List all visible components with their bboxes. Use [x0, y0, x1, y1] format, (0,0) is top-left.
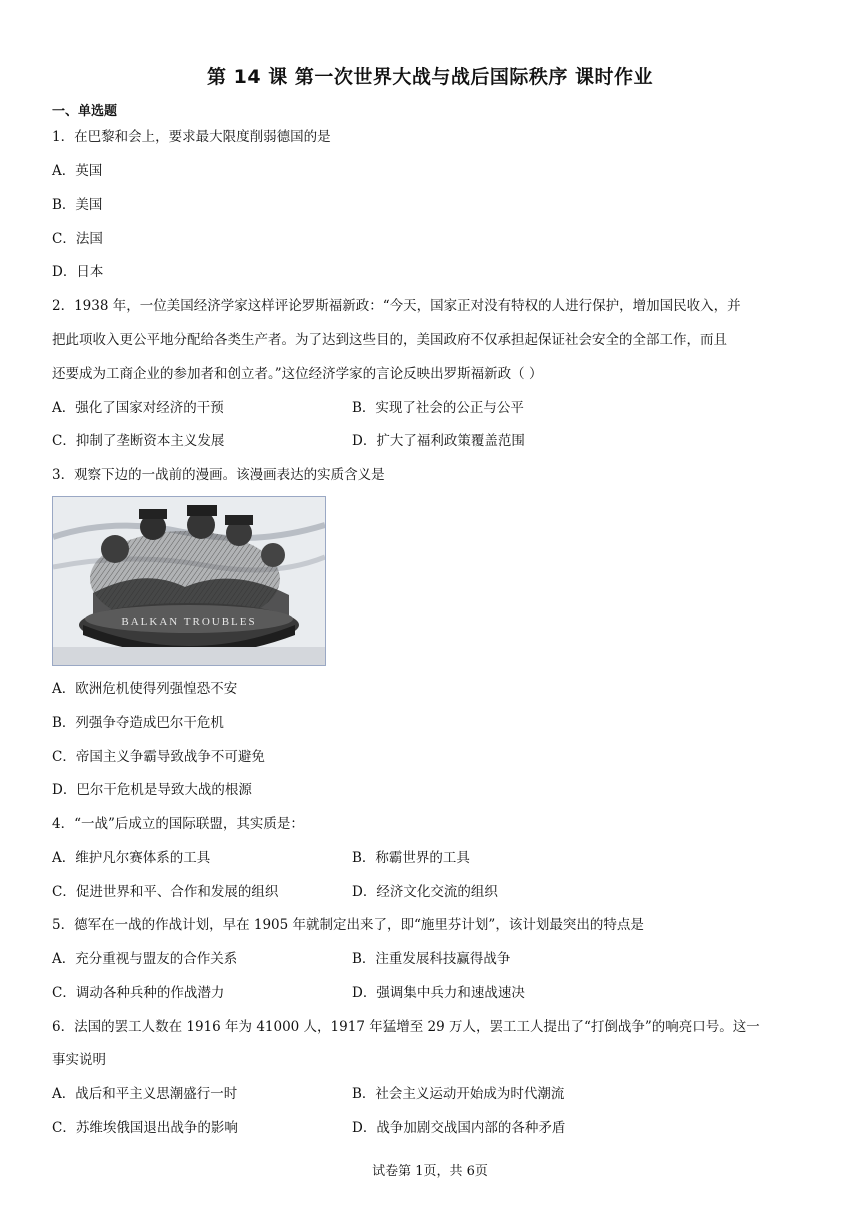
cartoon-drawing [53, 497, 325, 665]
question-3-option-b[interactable]: B．列强争夺造成巴尔干危机 [52, 715, 224, 731]
question-6-option-d[interactable]: D．战争加剧交战国内部的各种矛盾 [352, 1120, 566, 1136]
question-2-option-d[interactable]: D．扩大了福利政策覆盖范围 [352, 433, 525, 449]
question-1-option-a[interactable]: A．英国 [52, 163, 103, 179]
question-5-option-c[interactable]: C．调动各种兵种的作战潜力 [52, 985, 225, 1001]
question-2-option-b[interactable]: B．实现了社会的公正与公平 [352, 400, 524, 416]
question-1-option-d[interactable]: D．日本 [52, 264, 104, 280]
balkan-cartoon-image [52, 496, 326, 666]
question-4-stem: 4．“一战”后成立的国际联盟，其实质是： [52, 816, 304, 832]
question-6-option-c[interactable]: C．苏维埃俄国退出战争的影响 [52, 1120, 238, 1136]
question-6-option-b[interactable]: B．社会主义运动开始成为时代潮流 [352, 1086, 565, 1102]
question-4-option-c[interactable]: C．促进世界和平、合作和发展的组织 [52, 884, 279, 900]
question-3-option-c[interactable]: C．帝国主义争霸导致战争不可避免 [52, 749, 265, 765]
question-5-option-d[interactable]: D．强调集中兵力和速战速决 [352, 985, 525, 1001]
question-3-stem: 3．观察下边的一战前的漫画。该漫画表达的实质含义是 [52, 467, 385, 483]
question-6-stem-line-2: 事实说明 [52, 1052, 106, 1068]
question-2-option-a[interactable]: A．强化了国家对经济的干预 [52, 400, 224, 416]
question-1-option-b[interactable]: B．美国 [52, 197, 103, 213]
section-heading: 一、单选题 [52, 104, 118, 119]
question-2-option-c[interactable]: C．抑制了垄断资本主义发展 [52, 433, 225, 449]
question-6-stem-line-1: 6．法国的罢工人数在 1916 年为 41000 人，1917 年猛增至 29 万人，罢工工人提出了“打倒战争”的响亮口号。这一 [52, 1019, 760, 1035]
page-footer: 试卷第 1页，共 6页 [372, 1164, 488, 1179]
question-1-stem: 1．在巴黎和会上，要求最大限度削弱德国的是 [52, 129, 331, 145]
question-3-option-d[interactable]: D．巴尔干危机是导致大战的根源 [52, 782, 252, 798]
question-2-stem-line-3: 还要成为工商企业的参加者和创立者。”这位经济学家的言论反映出罗斯福新政（ ） [52, 366, 543, 382]
question-4-option-a[interactable]: A．维护凡尔赛体系的工具 [52, 850, 211, 866]
page-title: 第 14 课 第一次世界大战与战后国际秩序 课时作业 [207, 66, 653, 88]
question-2-stem-line-1: 2．1938 年，一位美国经济学家这样评论罗斯福新政：“今天，国家正对没有特权的人进行保护，增加国民收入，并 [52, 298, 741, 314]
cartoon-caption: BALKAN TROUBLES [121, 616, 257, 628]
question-3-option-a[interactable]: A．欧洲危机使得列强惶恐不安 [52, 681, 238, 697]
question-5-option-b[interactable]: B．注重发展科技赢得战争 [352, 951, 511, 967]
question-5-option-a[interactable]: A．充分重视与盟友的合作关系 [52, 951, 238, 967]
question-1-option-c[interactable]: C．法国 [52, 231, 103, 247]
question-6-option-a[interactable]: A．战后和平主义思潮盛行一时 [52, 1086, 238, 1102]
question-5-stem: 5．德军在一战的作战计划，早在 1905 年就制定出来了，即“施里芬计划”，该计划最突出的特点是 [52, 917, 644, 933]
question-4-option-b[interactable]: B．称霸世界的工具 [352, 850, 470, 866]
question-2-stem-line-2: 把此项收入更公平地分配给各类生产者。为了达到这些目的，美国政府不仅承担起保证社会安全的全部工作，而且 [52, 332, 727, 348]
question-4-option-d[interactable]: D．经济文化交流的组织 [352, 884, 498, 900]
